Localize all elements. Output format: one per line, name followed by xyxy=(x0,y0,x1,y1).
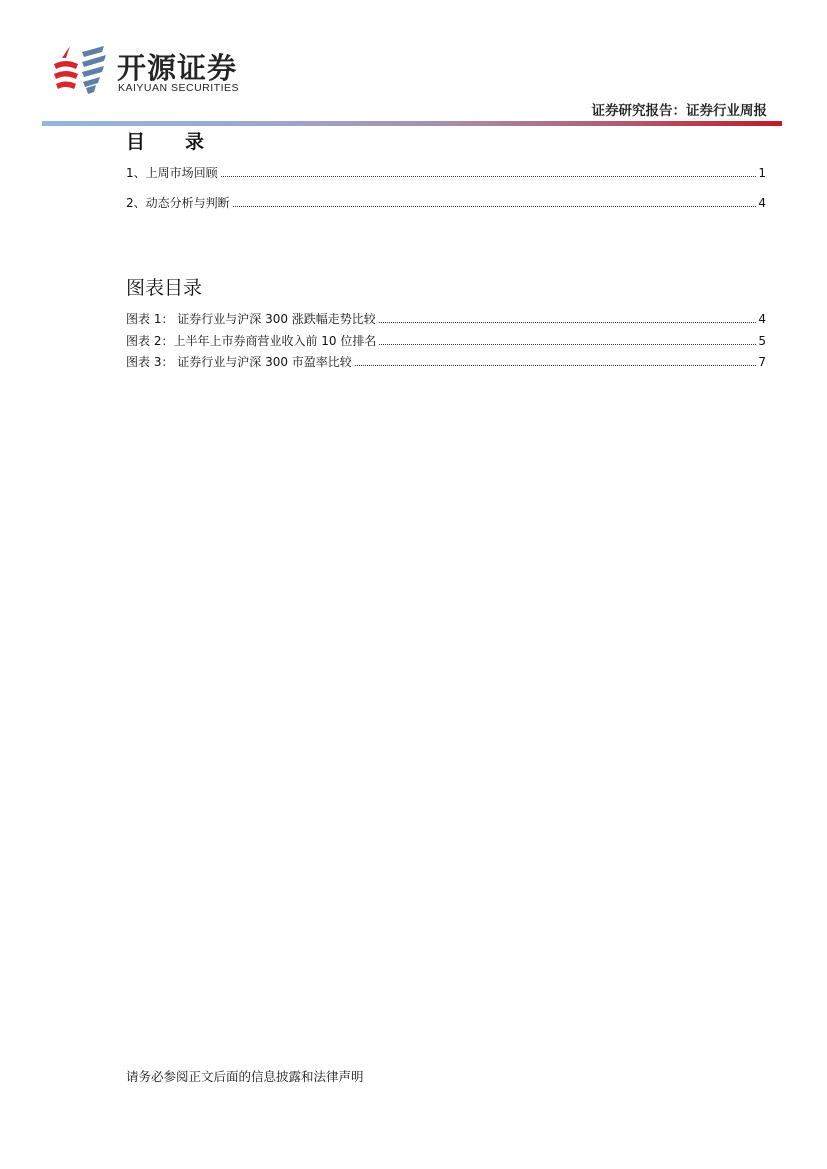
figure-list-heading: 图表目录 xyxy=(126,277,203,299)
report-title: 证券研究报告：证券行业周报 xyxy=(591,103,767,119)
toc-title xyxy=(126,127,204,154)
figure-entry-label: 图表 2：上半年上市券商营业收入前 10 位排名 xyxy=(126,334,377,348)
toc-entry-label: 2、动态分析与判断 xyxy=(126,196,230,210)
footer-disclaimer: 请务必参阅正文后面的信息披露和法律声明 xyxy=(126,1069,364,1084)
leader-dots xyxy=(355,364,757,366)
company-logo xyxy=(52,44,252,96)
leader-dots xyxy=(379,343,756,345)
leader-dots xyxy=(233,205,757,207)
toc-entry-page: 1 xyxy=(758,166,766,180)
figure-entry-page: 5 xyxy=(758,334,766,348)
figure-entry-2[interactable] xyxy=(126,332,766,349)
kaiyuan-logo-icon xyxy=(52,44,110,96)
toc-entry-page: 4 xyxy=(758,196,766,210)
toc-title-part2: 录 xyxy=(185,131,205,153)
toc-title-part1: 目 xyxy=(126,131,146,153)
figure-entry-label: 图表 3： 证券行业与沪深 300 市盈率比较 xyxy=(126,355,352,369)
figure-entry-1[interactable] xyxy=(126,310,766,327)
toc-entry-analysis[interactable] xyxy=(126,194,766,211)
figure-entry-3[interactable] xyxy=(126,353,766,370)
leader-dots xyxy=(379,321,757,323)
toc-entry-label: 1、上周市场回顾 xyxy=(126,166,218,180)
figure-entry-page: 4 xyxy=(758,312,766,326)
leader-dots xyxy=(221,175,757,177)
toc-entry-market-review[interactable] xyxy=(126,164,766,181)
figure-entry-label: 图表 1： 证券行业与沪深 300 涨跌幅走势比较 xyxy=(126,312,376,326)
header-divider xyxy=(42,121,782,126)
logo-name-cn: 开源证券 xyxy=(117,51,238,85)
logo-name-en: KAIYUAN SECURITIES xyxy=(118,82,240,94)
figure-entry-page: 7 xyxy=(758,355,766,369)
